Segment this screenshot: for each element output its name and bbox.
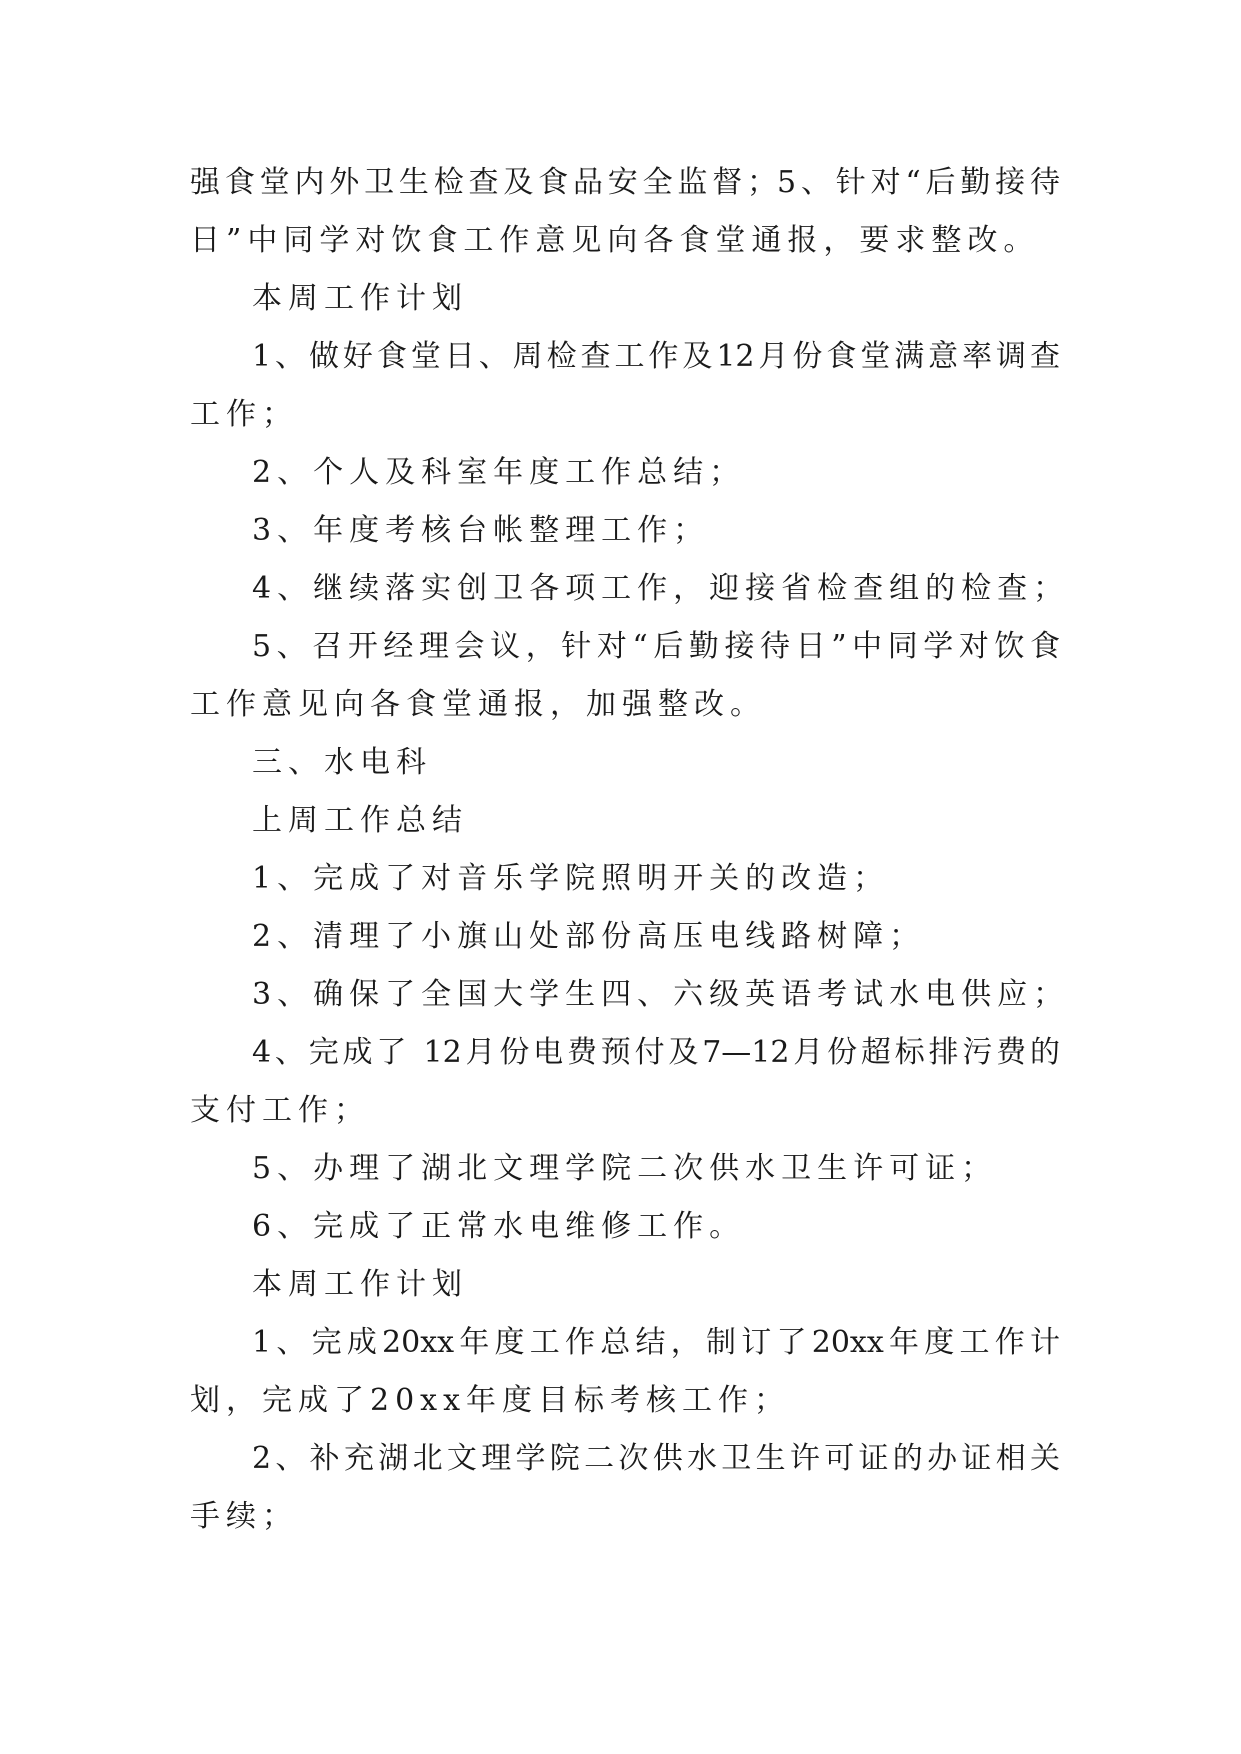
department-heading: 三、水电科: [252, 745, 432, 780]
section-heading: 本周工作计划: [252, 281, 468, 316]
list-item-continuation: 支付工作；: [190, 1093, 370, 1128]
text-line: 日”中同学对饮食工作意见向各食堂通报，要求整改。: [190, 223, 1040, 258]
list-item-continuation: 工作意见向各食堂通报，加强整改。: [190, 687, 766, 722]
list-item: 5、召开经理会议，针对“后勤接待日”中同学对饮食: [252, 629, 1060, 664]
list-item-continuation: 划，完成了20xx年度目标考核工作；: [190, 1383, 791, 1418]
list-item: 1、做好食堂日、周检查工作及12月份食堂满意率调查: [252, 339, 1060, 374]
document-page: [190, 154, 1070, 1546]
list-item: 3、年度考核台帐整理工作；: [252, 513, 710, 548]
section-heading: 本周工作计划: [252, 1267, 468, 1302]
list-item: 4、继续落实创卫各项工作，迎接省检查组的检查；: [252, 571, 1070, 606]
list-item: 3、确保了全国大学生四、六级英语考试水电供应；: [252, 977, 1070, 1012]
list-item: 4、完成了 12月份电费预付及7—12月份超标排污费的: [252, 1035, 1060, 1070]
section-heading: 上周工作总结: [252, 803, 468, 838]
list-item: 1、完成了对音乐学院照明开关的改造；: [252, 861, 890, 896]
list-item: 2、清理了小旗山处部份高压电线路树障；: [252, 919, 926, 954]
list-item: 1、完成20xx年度工作总结，制订了20xx年度工作计: [252, 1325, 1060, 1360]
list-item-continuation: 手续；: [190, 1499, 298, 1534]
text-line: 强食堂内外卫生检查及食品安全监督；5、针对“后勤接待: [190, 165, 1060, 200]
list-item: 6、完成了正常水电维修工作。: [252, 1209, 746, 1244]
list-item-continuation: 工作；: [190, 397, 298, 432]
list-item: 2、补充湖北文理学院二次供水卫生许可证的办证相关: [252, 1441, 1060, 1476]
list-item: 2、个人及科室年度工作总结；: [252, 455, 746, 490]
list-item: 5、办理了湖北文理学院二次供水卫生许可证；: [252, 1151, 998, 1186]
